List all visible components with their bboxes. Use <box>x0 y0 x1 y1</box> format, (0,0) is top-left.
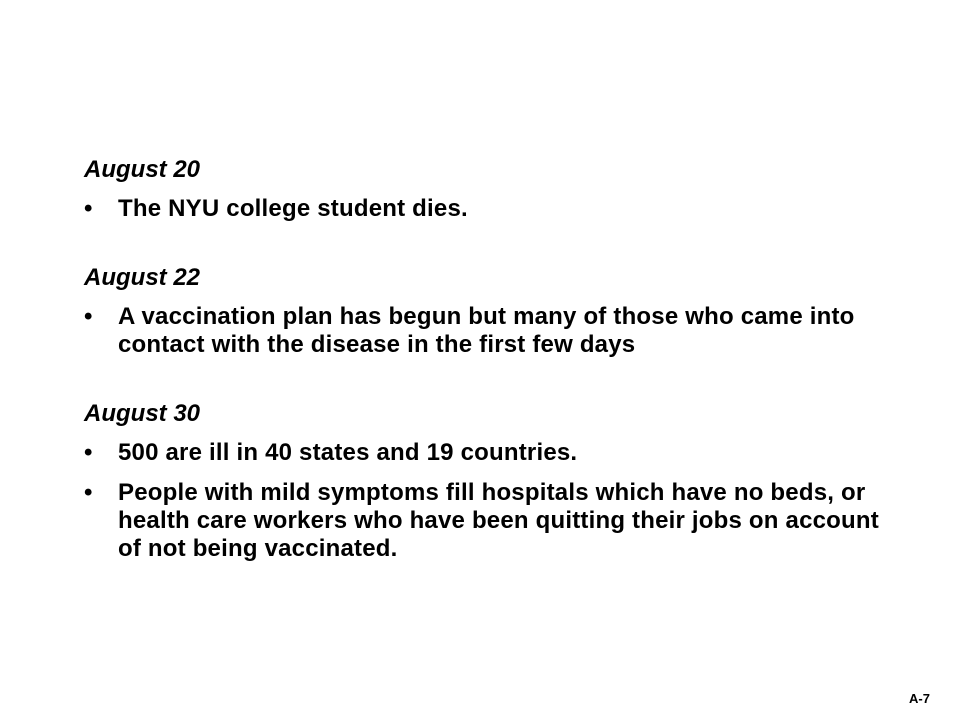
bullet-item <box>84 195 884 223</box>
section-august-20 <box>84 155 884 223</box>
bullet-item <box>84 439 884 467</box>
bullet-list <box>84 303 884 359</box>
page-number: A-7 <box>909 691 930 706</box>
bullet-icon: • <box>84 479 93 506</box>
bullet-icon: • <box>84 303 93 330</box>
bullet-text: A vaccination plan has begun but many of those who came into contact with the disease in the first few days <box>118 303 855 358</box>
bullet-icon: • <box>84 439 93 466</box>
bullet-text: The NYU college student dies. <box>118 195 468 222</box>
section-august-22 <box>84 263 884 359</box>
bullet-list <box>84 439 884 563</box>
slide-content <box>84 155 884 575</box>
section-date: August 22 <box>84 264 201 291</box>
bullet-text: People with mild symptoms fill hospitals which have no beds, or health care workers who have been quitting their jobs on account of not being vaccinated. <box>118 479 879 562</box>
section-august-30 <box>84 399 884 563</box>
section-date: August 20 <box>84 156 201 183</box>
bullet-item <box>84 479 884 563</box>
bullet-list <box>84 195 884 223</box>
bullet-icon: • <box>84 195 93 222</box>
bullet-text: 500 are ill in 40 states and 19 countries. <box>118 439 578 466</box>
bullet-item <box>84 303 884 359</box>
section-date: August 30 <box>84 400 201 427</box>
